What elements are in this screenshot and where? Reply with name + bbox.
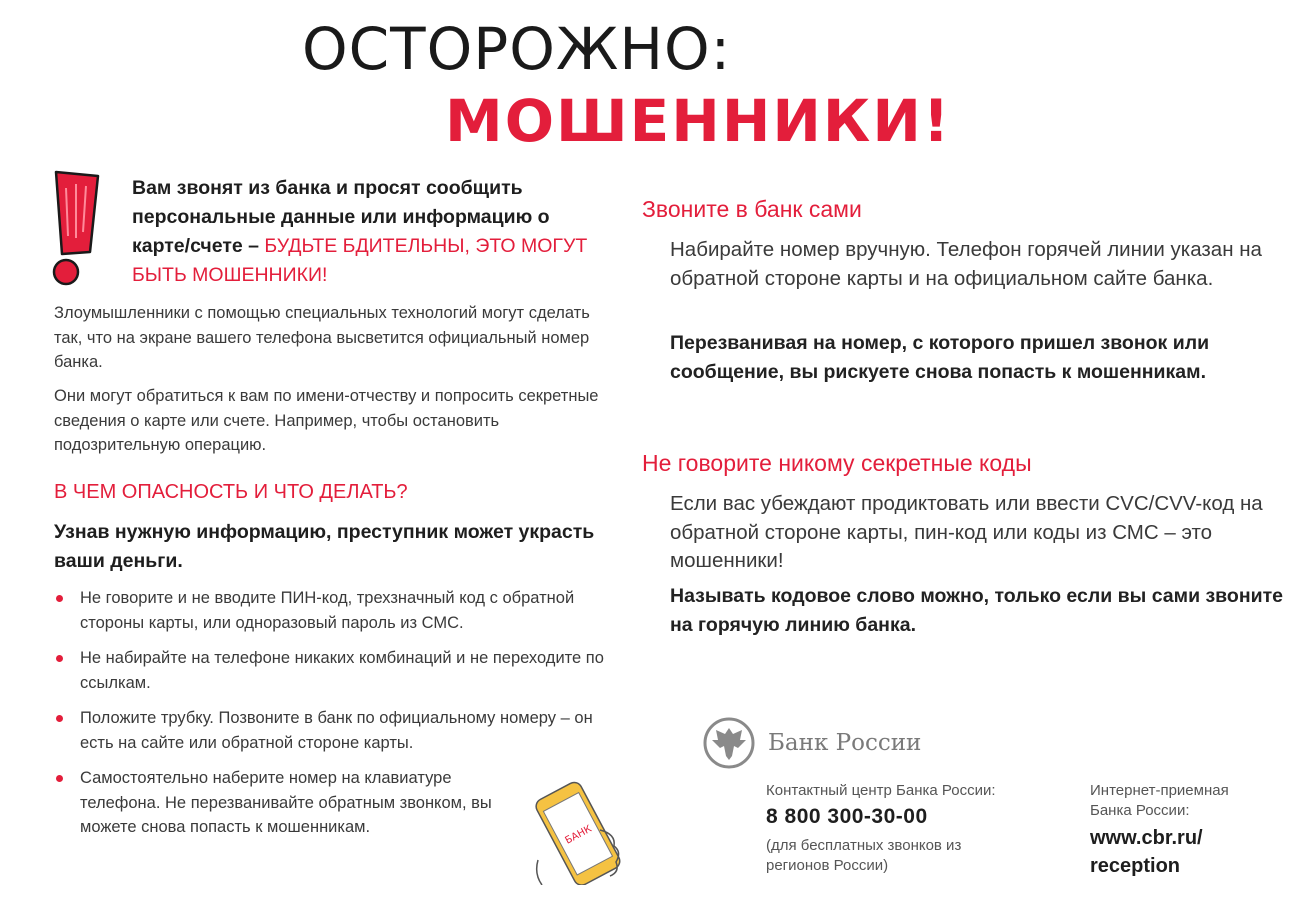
call-bank-heading: Звоните в банк сами: [642, 196, 862, 222]
list-item: Не набирайте на телефоне никаких комбинаций и не переходите по ссылкам.: [54, 646, 614, 695]
paragraph-spoofing: Злоумышленники с помощью специальных технологий могут сделать так, что на экране вашего телефона высветится официальный номер банка.: [54, 304, 590, 371]
bullet-dot-icon: [56, 775, 63, 782]
bank-of-russia-logo: [702, 716, 921, 770]
title-line-2: МОШЕННИКИ!: [445, 87, 952, 155]
contact-center-label: Контактный центр Банка России:: [766, 782, 996, 799]
secret-codes-heading: Не говорите никому секретные коды: [642, 450, 1032, 476]
logo-text: Банк России: [768, 730, 922, 756]
intro-red-text: БУДЬТЕ БДИТЕЛЬНЫ, ЭТО МОГУТ БЫТЬ МОШЕННИКИ!: [132, 235, 588, 286]
secret-codes-warning: Называть кодовое слово можно, только если вы сами звоните на горячую линию банка.: [670, 585, 1283, 636]
bullet-dot-icon: [56, 595, 63, 602]
paragraph-name-request: Они могут обратиться к вам по имени-отчеству и попросить секретные сведения о карте или счете. Например, чтобы остановить подозрительную операцию.: [54, 387, 599, 454]
call-bank-text: Набирайте номер вручную. Телефон горячей линии указан на обратной стороне карты и на официальном сайте банка.: [670, 238, 1262, 290]
svg-text:БАНК: БАНК: [563, 823, 594, 847]
danger-heading: В ЧЕМ ОПАСНОСТЬ И ЧТО ДЕЛАТЬ?: [54, 481, 408, 503]
web-reception-link[interactable]: www.cbr.ru/ reception: [1090, 827, 1203, 877]
list-item: Самостоятельно наберите номер на клавиатуре телефона. Не перезванивайте обратным звонком, вы можете снова попасть к мошенникам.: [54, 766, 524, 840]
double-headed-eagle-icon: [702, 716, 756, 770]
hotline-phone[interactable]: 8 800 300-30-00: [766, 805, 928, 828]
danger-lead: Узнав нужную информацию, преступник может украсть ваши деньги.: [54, 521, 595, 572]
web-reception-label: Интернет-приемная Банка России:: [1090, 782, 1229, 819]
bullet-dot-icon: [56, 655, 63, 662]
bullet-dot-icon: [56, 715, 63, 722]
phone-in-hand-icon: [530, 780, 625, 885]
call-bank-warning: Перезванивая на номер, с которого пришел звонок или сообщение, вы рискуете снова попасть к мошенникам.: [670, 332, 1210, 383]
phone-note: (для бесплатных звонков из регионов России): [766, 837, 962, 874]
intro-warning: [132, 174, 602, 290]
list-item: Положите трубку. Позвоните в банк по официальному номеру – он есть на сайте или обратной стороне карты.: [54, 706, 614, 755]
exclamation-icon: [46, 166, 106, 290]
title-line-1: ОСТОРОЖНО:: [302, 15, 732, 83]
secret-codes-text: Если вас убеждают продиктовать или ввести CVC/CVV-код на обратной стороне карты, пин-код или коды из СМС – это мошенники!: [670, 492, 1263, 572]
list-item: Не говорите и не вводите ПИН-код, трехзначный код с обратной стороны карты, или одноразовый пароль из СМС.: [54, 586, 614, 635]
intro-bold-text: Вам звонят из банка и просят сообщить персональные данные или информацию о карте/счете –: [132, 177, 550, 257]
